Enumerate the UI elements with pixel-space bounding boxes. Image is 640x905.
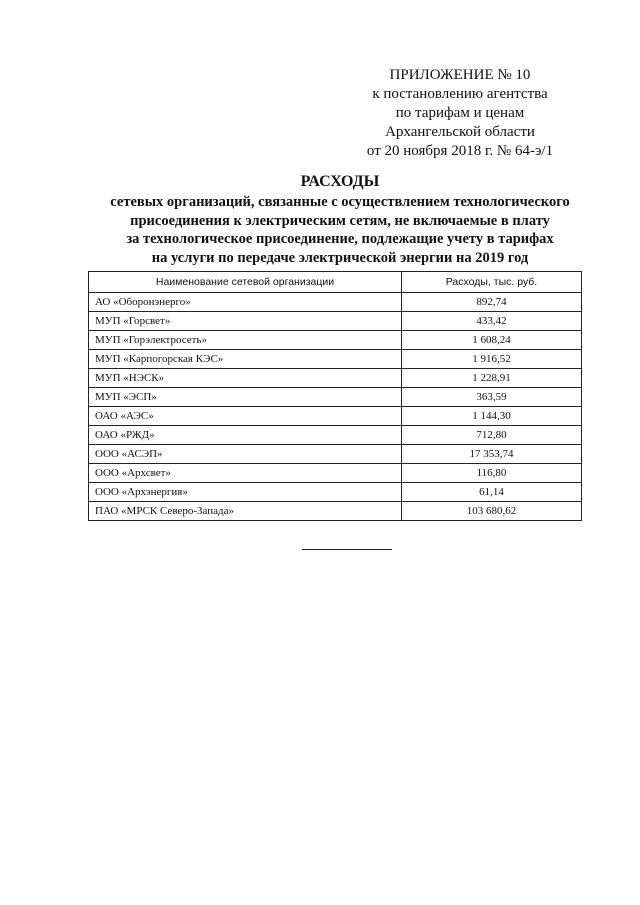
organization-name: МУП «НЭСК» (89, 369, 402, 388)
title-line: присоединения к электрическим сетям, не включаемые в плату (130, 212, 550, 229)
organization-name: АО «Оборонэнерго» (89, 293, 402, 312)
header-expenses: Расходы, тыс. руб. (402, 272, 582, 293)
expense-value: 1 144,30 (402, 407, 582, 426)
header-organization: Наименование сетевой организации (89, 272, 402, 293)
organization-name: ОАО «АЭС» (89, 407, 402, 426)
organization-name: МУП «ЭСП» (89, 388, 402, 407)
expense-value: 116,80 (402, 464, 582, 483)
table-row (89, 502, 582, 521)
expense-value: 712,80 (402, 426, 582, 445)
organization-name: ООО «Архэнергия» (89, 483, 402, 502)
organization-name: ПАО «МРСК Северо-Запада» (89, 502, 402, 521)
expense-value: 1 608,24 (402, 331, 582, 350)
table-header-row (89, 272, 582, 293)
organization-name: ООО «АСЭП» (89, 445, 402, 464)
appendix-ref-line: к постановлению агентства (372, 86, 548, 102)
appendix-number: ПРИЛОЖЕНИЕ № 10 (389, 67, 531, 83)
table-row (89, 369, 582, 388)
expense-value: 103 680,62 (402, 502, 582, 521)
appendix-ref-line: по тарифам и ценам (395, 105, 525, 121)
table-row (89, 407, 582, 426)
table-row (89, 483, 582, 502)
table-row (89, 331, 582, 350)
table-row (89, 312, 582, 331)
organization-name: МУП «Горсвет» (89, 312, 402, 331)
table-row (89, 426, 582, 445)
title-line: сетевых организаций, связанные с осуществлением технологического (110, 194, 570, 210)
expense-value: 17 353,74 (402, 445, 582, 464)
organization-name: МУП «Карпогорская КЭС» (89, 350, 402, 369)
closing-divider-line (302, 549, 392, 550)
appendix-date-line: от 20 ноября 2018 г. № 64-э/1 (366, 143, 554, 159)
table-row (89, 293, 582, 312)
title-line: на услуги по передаче электрической энергии на 2019 год (151, 249, 529, 266)
organization-name: ОАО «РЖД» (89, 426, 402, 445)
expense-value: 61,14 (402, 483, 582, 502)
expense-value: 433,42 (402, 312, 582, 331)
costs-table (88, 271, 582, 521)
organization-name: МУП «Горэлектросеть» (89, 331, 402, 350)
table-row (89, 464, 582, 483)
appendix-ref-line: Архангельской области (385, 124, 535, 140)
expense-value: 892,74 (402, 293, 582, 312)
title-heading: РАСХОДЫ (300, 173, 380, 190)
title-line: за технологическое присоединение, подлежащие учету в тарифах (126, 231, 554, 247)
appendix-block (340, 66, 580, 161)
expense-value: 1 228,91 (402, 369, 582, 388)
expense-value: 363,59 (402, 388, 582, 407)
table-row (89, 350, 582, 369)
expense-value: 1 916,52 (402, 350, 582, 369)
table-row (89, 445, 582, 464)
table-row (89, 388, 582, 407)
document-title (60, 172, 620, 267)
organization-name: ООО «Архсвет» (89, 464, 402, 483)
